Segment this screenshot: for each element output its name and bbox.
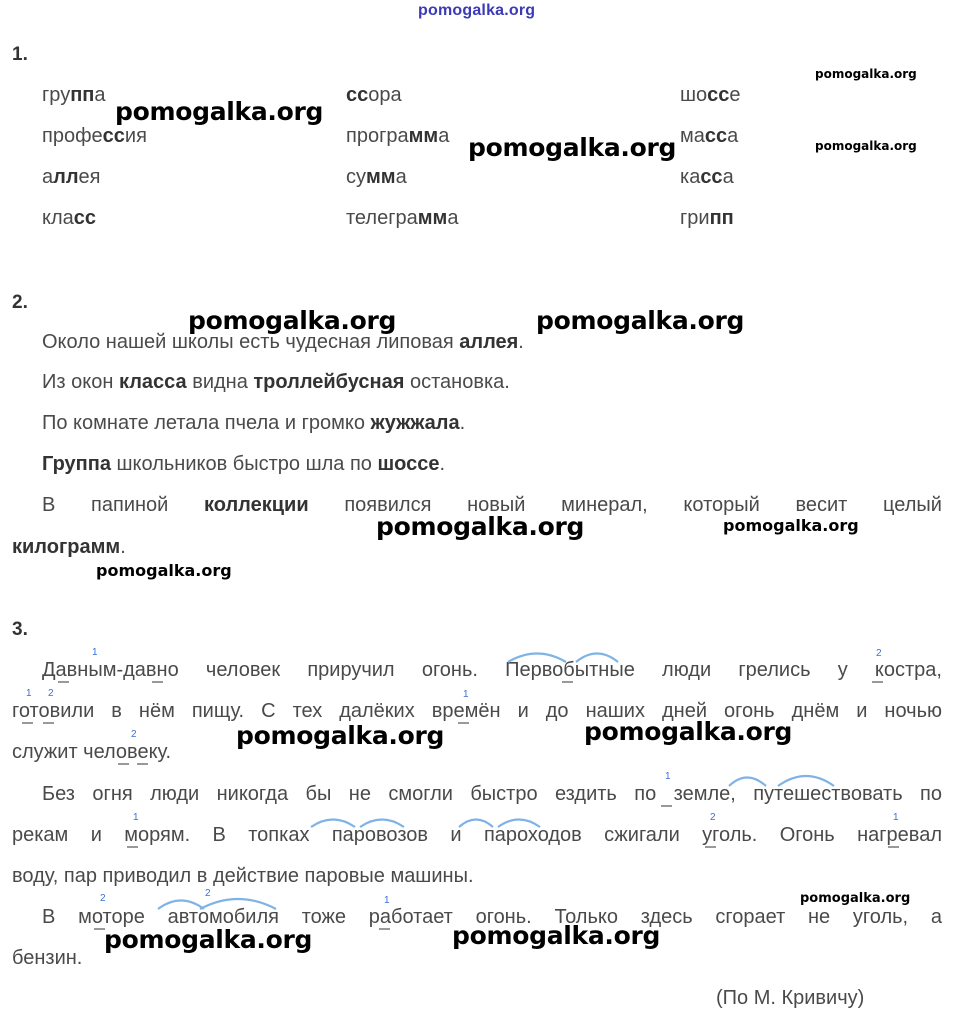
stress-mark: 1 (893, 812, 899, 823)
word-cell: масса (680, 125, 739, 147)
watermark: pomogalka.org (723, 516, 859, 535)
watermark: pomogalka.org (536, 306, 745, 335)
stress-mark: 2 (710, 812, 716, 823)
watermark: pomogalka.org (468, 133, 677, 162)
root-arc (576, 654, 618, 663)
watermark: pomogalka.org (188, 306, 397, 335)
word-cell: аллея (42, 166, 101, 188)
text-line: Без огня люди никогда бы не смогли быстро ездить по земле, путешествовать по (42, 783, 942, 805)
watermark: pomogalka.org (236, 721, 445, 750)
stress-mark: 2 (876, 648, 882, 659)
sentence: Из окон класса видна троллейбусная остановка. (42, 371, 510, 393)
word-cell: ссора (346, 84, 402, 106)
root-arc (508, 654, 566, 663)
root-arc (360, 820, 404, 828)
watermark: pomogalka.org (96, 561, 232, 580)
word-cell: программа (346, 125, 450, 147)
text-line: Давным-давно человек приручил огонь. Первобытные люди грелись у костра, (42, 659, 942, 681)
root-arc (158, 901, 204, 910)
watermark: pomogalka.org (104, 925, 313, 954)
stress-mark: 1 (463, 689, 469, 700)
sentence: Около нашей школы есть чудесная липовая аллея. (42, 331, 524, 353)
stress-mark: 2 (48, 688, 54, 699)
exercise-1-number: 1. (12, 44, 28, 65)
word-cell: профессия (42, 125, 147, 147)
root-arc (498, 820, 540, 828)
sentence: Группа школьников быстро шла по шоссе. (42, 453, 446, 475)
text-line: рекам и морям. В топках паровозов и пароходов сжигали уголь. Огонь нагревал (12, 824, 942, 846)
word-cell: грипп (680, 207, 734, 229)
word-cell: группа (42, 84, 106, 106)
watermark: pomogalka.org (584, 717, 793, 746)
stress-mark: 1 (384, 895, 390, 906)
author-credit: (По М. Кривичу) (716, 987, 865, 1009)
root-arc (200, 899, 276, 909)
stress-mark: 1 (92, 647, 98, 658)
text-line: В моторе автомобиля тоже работает огонь. Только здесь сгорает не уголь, а (42, 906, 942, 928)
text-line: бензин. (12, 947, 83, 969)
sentence: килограмм. (12, 536, 126, 558)
root-arc (778, 776, 834, 786)
watermark: pomogalka.org (800, 891, 911, 906)
root-arc (311, 820, 355, 828)
stress-mark: 1 (26, 688, 32, 699)
text-line: служит человеку. (12, 741, 172, 763)
word-cell: сумма (346, 166, 407, 188)
root-arc (459, 820, 493, 828)
text-line: готовили в нём пищу. С тех далёких времён и до наших дней огонь днём и ночью (12, 700, 942, 722)
exercise-2-number: 2. (12, 292, 28, 313)
stress-mark: 2 (131, 729, 137, 740)
sentence: По комнате летала пчела и громко жужжала. (42, 412, 466, 434)
watermark: pomogalka.org (815, 139, 917, 153)
watermark: pomogalka.org (815, 67, 917, 81)
exercise-3-number: 3. (12, 619, 28, 640)
stress-mark: 1 (665, 771, 671, 782)
root-arc (729, 778, 766, 787)
text-line: воду, пар приводил в действие паровые машины. (12, 865, 474, 887)
watermark: pomogalka.org (115, 97, 324, 126)
stress-mark: 2 (205, 888, 211, 899)
word-cell: касса (680, 166, 734, 188)
stress-mark: 1 (133, 812, 139, 823)
stress-mark: 2 (100, 893, 106, 904)
watermark: pomogalka.org (376, 512, 585, 541)
sentence: В папиной коллекции появился новый минерал, который весит целый (42, 494, 942, 516)
word-cell: шоссе (680, 84, 741, 106)
word-cell: телеграмма (346, 207, 459, 229)
top-watermark: pomogalka.org (418, 2, 536, 19)
word-cell: класс (42, 207, 97, 229)
watermark: pomogalka.org (452, 921, 661, 950)
